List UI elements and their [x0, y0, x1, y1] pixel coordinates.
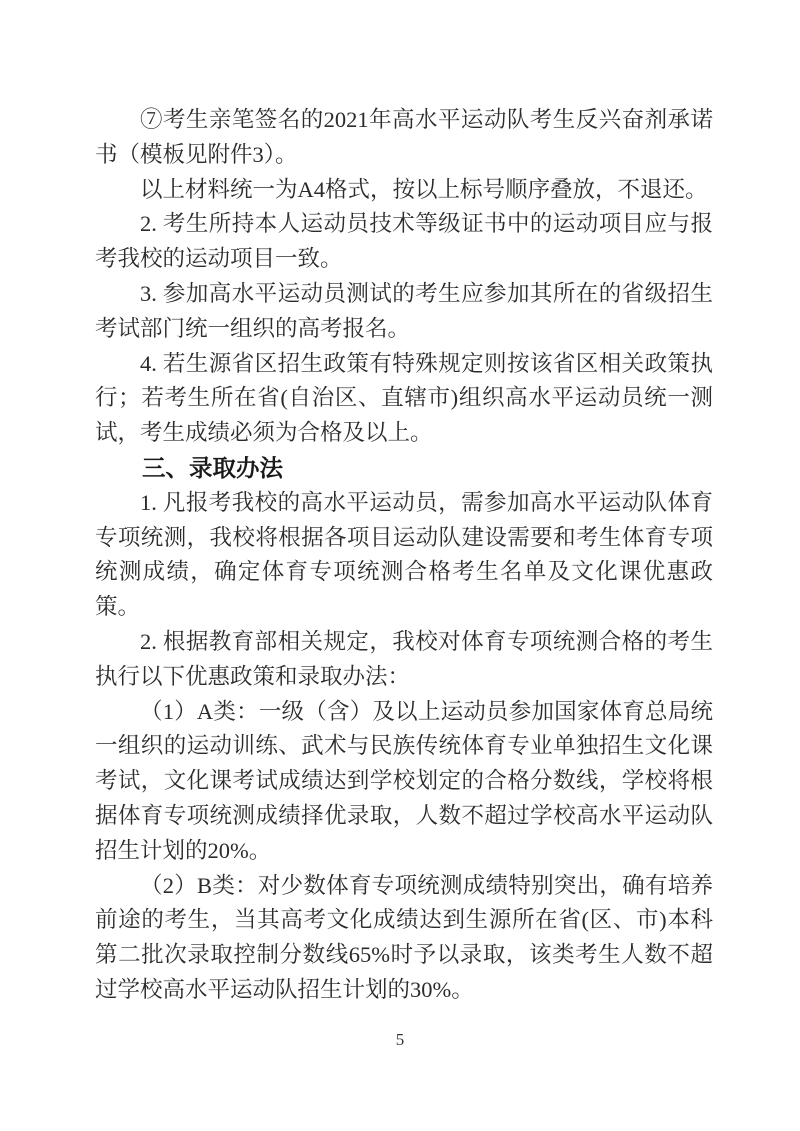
- paragraph-admission-1: 1. 凡报考我校的高水平运动员，需参加高水平运动队体育专项统测，我校将根据各项目运动队建设需要和考生体育专项统测成绩，确定体育专项统测合格考生名单及文化课优惠政策。: [95, 489, 713, 620]
- page-number: 5: [395, 1030, 405, 1049]
- paragraph-material-format: 以上材料统一为A4格式，按以上标号顺序叠放，不退还。: [140, 176, 708, 202]
- paragraph-admission-2: 2. 根据教育部相关规定，我校对体育专项统测合格的考生执行以下优惠政策和录取办法：: [95, 628, 713, 689]
- paragraph-rule-3: 3. 参加高水平运动员测试的考生应参加其所在的省级招生考试部门统一组织的高考报名。: [95, 280, 713, 341]
- paragraph-category-b: （2）B类：对少数体育专项统测成绩特别突出，确有培养前途的考生，当其高考文化成绩达到生源所在省(区、市)本科第二批次录取控制分数线65%时予以录取，该类考生人数不超过学校高水平运动队招生计划的30%。: [95, 872, 713, 1002]
- paragraph-item7-anti-doping: ⑦考生亲笔签名的2021年高水平运动队考生反兴奋剂承诺书（模板见附件3）。: [95, 107, 713, 167]
- paragraph-rule-4: 4. 若生源省区招生政策有特殊规定则按该省区相关政策执行；若考生所在省(自治区、直辖市)组织高水平运动员统一测试，考生成绩必须为合格及以上。: [95, 350, 713, 446]
- section-heading-admission-method: 三、录取办法: [142, 454, 283, 481]
- paragraph-category-a: （1）A类：一级（含）及以上运动员参加国家体育总局统一组织的运动训练、武术与民族传统体育专业单独招生文化课考试，文化课考试成绩达到学校划定的合格分数线，学校将根据体育专项统测成绩择优录取，人数不超过学校高水平运动队招生计划的20%。: [95, 698, 713, 863]
- paragraph-rule-2: 2. 考生所持本人运动员技术等级证书中的运动项目应与报考我校的运动项目一致。: [95, 211, 713, 272]
- document-body: [95, 103, 713, 1008]
